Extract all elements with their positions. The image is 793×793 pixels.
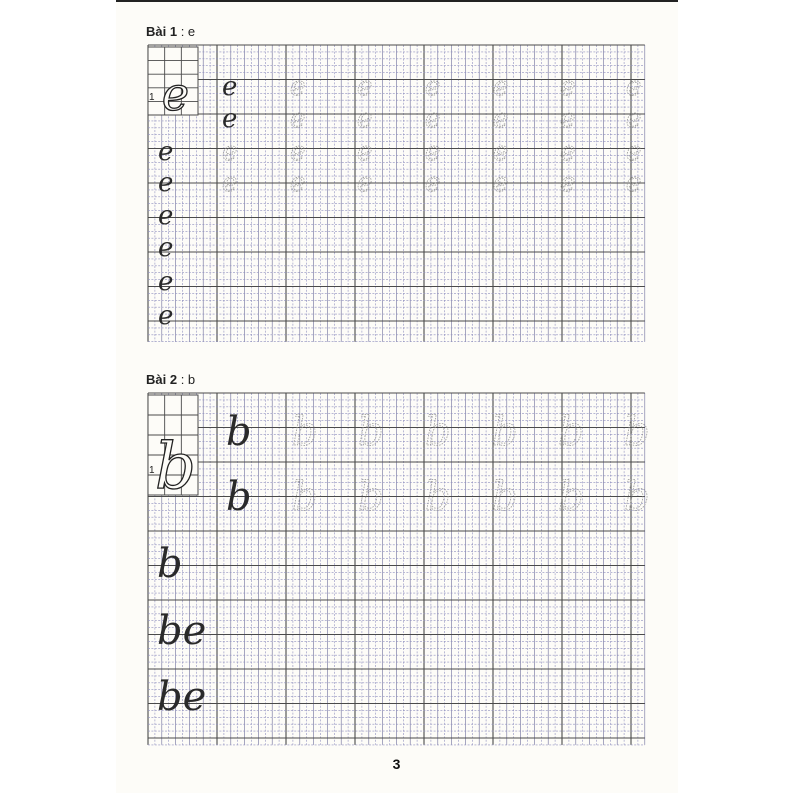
trace-letter: e	[493, 137, 509, 167]
left-column-word: be	[157, 674, 207, 720]
left-column-letter: e	[158, 233, 174, 263]
exercise-1-separator: :	[177, 24, 188, 39]
left-column-word: b	[157, 541, 183, 587]
trace-letter: e	[357, 72, 373, 102]
trace-letter: e	[357, 137, 373, 167]
trace-letter: b	[624, 474, 650, 520]
stroke-start-marker: 1	[149, 465, 155, 476]
model-letter: e	[222, 72, 238, 102]
left-column-letter: e	[158, 137, 174, 167]
stroke-start-marker: 1	[149, 92, 155, 104]
trace-letter: e	[560, 168, 576, 198]
trace-letter: e	[493, 104, 509, 134]
sample-letter-outline: e	[161, 67, 190, 122]
model-letter: b	[226, 409, 252, 455]
trace-letter: b	[425, 474, 451, 520]
model-letter: e	[222, 104, 238, 134]
page-number: 3	[392, 756, 401, 772]
trace-letter: e	[425, 168, 441, 198]
trace-letter: e	[222, 137, 238, 167]
trace-letter: b	[358, 474, 384, 520]
trace-letter: e	[290, 72, 306, 102]
trace-letter: e	[626, 137, 642, 167]
left-column-letter: e	[158, 168, 174, 198]
trace-letter: e	[626, 104, 642, 134]
trace-letter: e	[425, 72, 441, 102]
trace-letter: e	[425, 137, 441, 167]
trace-letter: e	[290, 168, 306, 198]
left-column-letter: e	[158, 301, 174, 331]
trace-letter: e	[626, 72, 642, 102]
trace-letter: e	[357, 104, 373, 134]
sample-letter-outline: b	[155, 430, 196, 504]
trace-letter: e	[425, 104, 441, 134]
exercise-1-letter: e	[187, 24, 196, 39]
trace-letter: b	[292, 409, 318, 455]
exercise-1-sample-box	[148, 47, 198, 121]
trace-letter: e	[626, 168, 642, 198]
trace-letter: e	[560, 72, 576, 102]
trace-letter: b	[292, 474, 318, 520]
model-letter: b	[226, 474, 252, 520]
exercise-2-label: Bài 2	[146, 372, 178, 387]
left-column-word: be	[157, 608, 207, 654]
trace-letter: b	[558, 409, 584, 455]
trace-letter: e	[560, 137, 576, 167]
trace-letter: b	[425, 409, 451, 455]
trace-letter: e	[290, 104, 306, 134]
trace-letter: e	[357, 168, 373, 198]
trace-letter: e	[493, 168, 509, 198]
trace-letter: e	[222, 168, 238, 198]
exercise-2-sample-box	[148, 395, 198, 504]
exercise-2-separator: :	[177, 372, 188, 387]
trace-letter: b	[558, 474, 584, 520]
trace-letter: b	[492, 474, 518, 520]
trace-letter: b	[358, 409, 384, 455]
exercise-2-letter: b	[187, 372, 196, 387]
trace-letter: e	[493, 72, 509, 102]
trace-letter: e	[290, 137, 306, 167]
trace-letter: b	[492, 409, 518, 455]
left-column-letter: e	[158, 201, 174, 231]
exercise-1-label: Bài 1	[146, 24, 178, 39]
trace-letter: b	[624, 409, 650, 455]
trace-letter: e	[560, 104, 576, 134]
left-column-letter: e	[158, 267, 174, 297]
